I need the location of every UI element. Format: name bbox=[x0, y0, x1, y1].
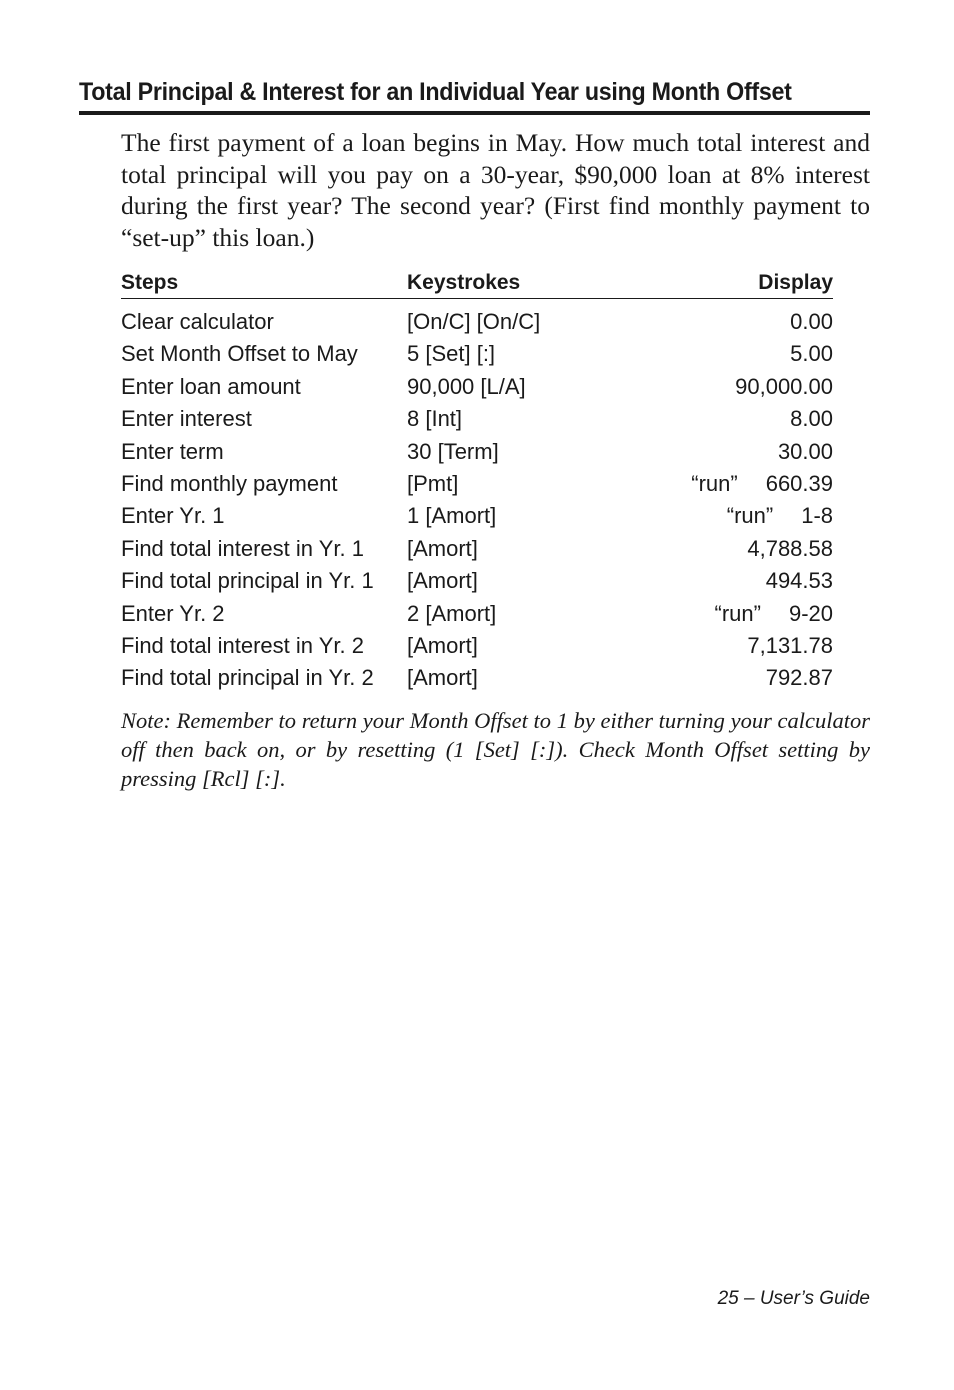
page-heading: Total Principal & Interest for an Individual Year using Month Offset bbox=[79, 78, 792, 106]
display-cell bbox=[657, 468, 833, 500]
display-cell bbox=[657, 533, 833, 565]
step-cell: Enter Yr. 1 bbox=[121, 503, 225, 529]
display-value: 4,788.58 bbox=[747, 535, 833, 561]
table-row bbox=[121, 630, 833, 662]
display-cell bbox=[657, 371, 833, 403]
step-cell: Find total interest in Yr. 2 bbox=[121, 632, 364, 658]
step-cell: Find total principal in Yr. 1 bbox=[121, 568, 374, 594]
step-cell: Find monthly payment bbox=[121, 470, 338, 496]
table-row bbox=[121, 500, 833, 532]
display-value: 8.00 bbox=[790, 406, 833, 432]
keystrokes-cell: [Amort] bbox=[407, 568, 478, 594]
table-header bbox=[121, 268, 833, 299]
keystrokes-cell: 1 [Amort] bbox=[407, 503, 497, 529]
step-cell: Enter Yr. 2 bbox=[121, 600, 225, 626]
step-cell: Find total interest in Yr. 1 bbox=[121, 535, 364, 561]
keystrokes-cell: 8 [Int] bbox=[407, 406, 463, 432]
steps-table bbox=[121, 268, 833, 695]
keystrokes-cell: [Amort] bbox=[407, 665, 478, 691]
step-cell: Set Month Offset to May bbox=[121, 341, 358, 367]
display-value: 0.00 bbox=[790, 309, 833, 334]
keystrokes-cell: 90,000 [L/A] bbox=[407, 373, 526, 399]
keystrokes-cell: [Amort] bbox=[407, 632, 478, 658]
table-row bbox=[121, 565, 833, 597]
display-value: 7,131.78 bbox=[747, 632, 833, 658]
table-row bbox=[121, 662, 833, 694]
run-indicator: “run” bbox=[726, 503, 774, 529]
keystrokes-cell: [On/C] [On/C] bbox=[407, 309, 541, 334]
keystrokes-cell: [Pmt] bbox=[407, 470, 459, 496]
step-cell: Find total principal in Yr. 2 bbox=[121, 665, 374, 691]
table-row bbox=[121, 436, 833, 468]
table-row bbox=[121, 338, 833, 370]
display-value: 9-20 bbox=[788, 600, 833, 626]
heading-rule bbox=[79, 111, 870, 115]
display-cell bbox=[657, 565, 833, 597]
page-footer: 25 – User’s Guide bbox=[717, 1288, 870, 1309]
header-display: Display bbox=[758, 271, 833, 294]
step-cell: Enter term bbox=[121, 438, 224, 464]
table-body bbox=[121, 306, 833, 695]
intro-paragraph: The first payment of a loan begins in May. How much total interest and total principal will you pay on a 30-year, $90,000 loan at 8% interest during the first year? The second year? (First find monthly payment to “set-up” this loan.) bbox=[121, 128, 870, 252]
display-value: 5.00 bbox=[790, 341, 833, 367]
keystrokes-cell: 30 [Term] bbox=[407, 438, 499, 464]
display-cell bbox=[657, 338, 833, 370]
header-steps: Steps bbox=[121, 271, 179, 294]
run-indicator: “run” bbox=[691, 470, 738, 496]
table-row bbox=[121, 533, 833, 565]
table-row bbox=[121, 468, 833, 500]
table-row bbox=[121, 403, 833, 435]
display-value: 792.87 bbox=[765, 665, 833, 691]
display-value: 30.00 bbox=[777, 438, 833, 464]
display-value: 1-8 bbox=[801, 503, 833, 529]
table-row bbox=[121, 371, 833, 403]
display-cell bbox=[657, 306, 833, 338]
display-value: 494.53 bbox=[765, 568, 833, 594]
step-cell: Clear calculator bbox=[121, 309, 274, 334]
display-cell bbox=[657, 598, 833, 630]
keystrokes-cell: 2 [Amort] bbox=[407, 600, 497, 626]
display-cell bbox=[657, 403, 833, 435]
display-cell bbox=[657, 630, 833, 662]
table-row bbox=[121, 598, 833, 630]
display-cell bbox=[657, 500, 833, 532]
display-cell bbox=[657, 436, 833, 468]
note-paragraph: Note: Remember to return your Month Offset to 1 by either turning your calculator off then back on, or by resetting (1 [Set] [:]). Check Month Offset setting by pressing [Rcl] [:]. bbox=[121, 708, 870, 791]
keystrokes-cell: [Amort] bbox=[407, 535, 478, 561]
display-cell bbox=[657, 662, 833, 694]
display-value: 660.39 bbox=[765, 470, 833, 496]
step-cell: Enter interest bbox=[121, 406, 252, 432]
table-row bbox=[121, 306, 833, 338]
header-keystrokes: Keystrokes bbox=[407, 271, 521, 294]
keystrokes-cell: 5 [Set] [:] bbox=[407, 341, 496, 367]
step-cell: Enter loan amount bbox=[121, 373, 301, 399]
display-value: 90,000.00 bbox=[735, 373, 833, 399]
run-indicator: “run” bbox=[714, 600, 761, 626]
